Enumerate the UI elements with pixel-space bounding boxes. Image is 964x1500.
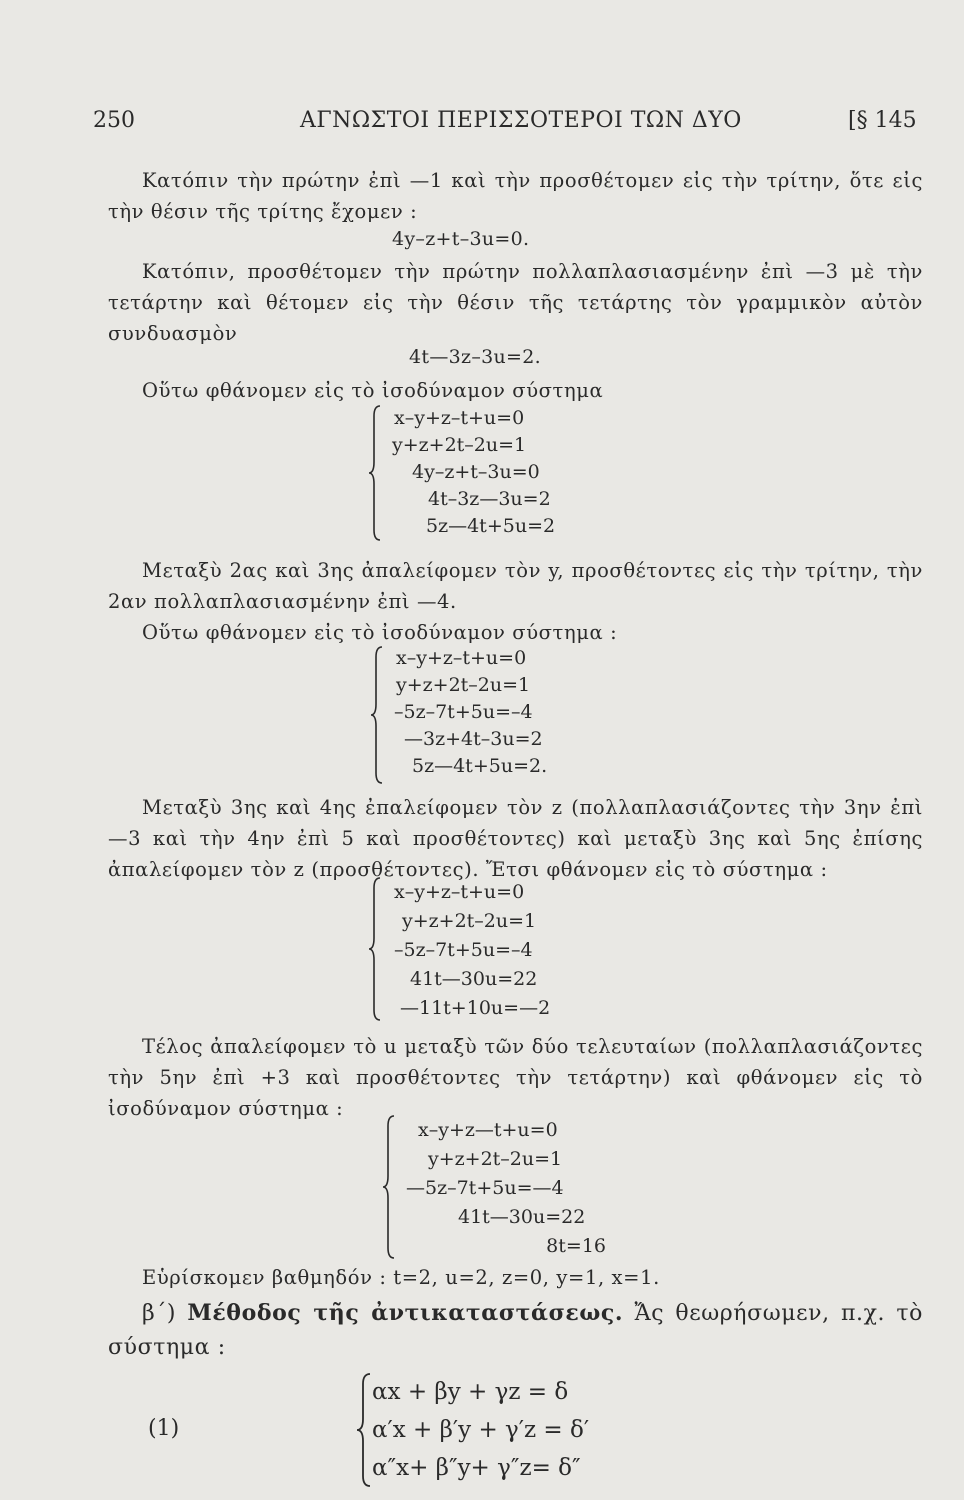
- system-1-eq-1: x–y+z–t+u=0: [394, 407, 525, 429]
- system-2-eq-5: 5z—4t+5u=2.: [412, 755, 548, 777]
- paragraph-9: [108, 1296, 923, 1365]
- system-2-eq-1: x–y+z–t+u=0: [396, 647, 527, 669]
- paragraph-8: Εὑρίσκομεν βαθμηδόν : t=2, u=2, z=0, y=1, x=1.: [142, 1266, 660, 1289]
- equation-2: 4t—3z–3u=2.: [409, 346, 541, 368]
- paragraph-3: Οὕτω φθάνομεν εἰς τὸ ἰσοδύναμον σύστημα: [142, 379, 604, 402]
- subsection-text: Ἄς θεωρήσωμεν, π.χ. τὸ σύστημα :: [108, 1301, 924, 1360]
- system-5-brace: [356, 1372, 372, 1488]
- system-2-eq-3: –5z–7t+5u=–4: [394, 701, 533, 723]
- system-4-eq-3: —5z–7t+5u=—4: [406, 1177, 564, 1199]
- running-title: ΑΓΝΩΣΤΟΙ ΠΕΡΙΣΣΟΤΕΡΟΙ ΤΩΝ ΔΥΟ: [300, 108, 742, 133]
- paragraph-2: Κατόπιν, προσθέτομεν τὴν πρώτην πολλαπλασιασμένην ἐπὶ —3 μὲ τὴν τετάρτην καὶ θέτομεν εἰς τὴν θέσιν τῆς τετάρτης τὸν γραμμικὸν αὐτὸν συνδυασμὸν: [108, 260, 923, 345]
- system-5-eq-3: α″x+ β″y+ γ″z= δ″: [372, 1455, 581, 1481]
- system-1-eq-3: 4y–z+t–3u=0: [412, 461, 540, 483]
- system-4-eq-4: 41t—30u=22: [458, 1206, 586, 1228]
- system-3-eq-2: y+z+2t–2u=1: [402, 910, 537, 932]
- section-number: [§ 145: [848, 108, 917, 133]
- system-3: [382, 878, 582, 1023]
- equation-1: 4y–z+t–3u=0.: [392, 228, 530, 250]
- system-3-eq-4: 41t—30u=22: [410, 968, 538, 990]
- system-4-eq-1: x–y+z—t+u=0: [418, 1119, 558, 1141]
- page-number: 250: [93, 108, 135, 133]
- equation-label: (1): [148, 1416, 180, 1441]
- system-4: [396, 1116, 606, 1261]
- system-5-eq-1: αx + βy + γz = δ: [372, 1379, 569, 1405]
- system-3-eq-3: –5z–7t+5u=–4: [394, 939, 533, 961]
- paragraph-4: Μεταξὺ 2ας καὶ 3ης ἀπαλείφομεν τὸν y, προσθέτοντες εἰς τὴν τρίτην, τὴν 2αν πολλαπλασιασμένην ἐπὶ —4.: [108, 559, 923, 613]
- paragraph-7: Τέλος ἀπαλείφομεν τὸ u μεταξὺ τῶν δύο τελευταίων (πολλαπλασιάζοντες τὴν 5ην ἐπὶ +3 καὶ προσθέτοντες τὴν τετάρτην) καὶ φθάνομεν εἰς τὸ ἰσοδύναμον σύστημα :: [108, 1035, 923, 1120]
- paragraph-1: Κατόπιν τὴν πρώτην ἐπὶ —1 καὶ τὴν προσθέτομεν εἰς τὴν τρίτην, ὅτε εἰς τὴν θέσιν τῆς τρίτης ἔχομεν :: [108, 169, 923, 223]
- subsection-label: β΄): [142, 1301, 177, 1326]
- subsection-title: Μέθοδος τῆς ἀντικαταστάσεως.: [187, 1300, 624, 1326]
- system-3-eq-5: —11t+10u=—2: [400, 997, 551, 1019]
- system-1-eq-2: y+z+2t–2u=1: [392, 434, 527, 456]
- system-2-eq-2: y+z+2t–2u=1: [396, 674, 531, 696]
- system-2: [384, 645, 584, 780]
- system-2-eq-4: —3z+4t–3u=2: [404, 728, 543, 750]
- paragraph-5: Οὕτω φθάνομεν εἰς τὸ ἰσοδύναμον σύστημα :: [142, 621, 618, 644]
- system-4-eq-2: y+z+2t–2u=1: [428, 1148, 563, 1170]
- system-4-eq-5: 8t=16: [546, 1235, 606, 1257]
- system-2-brace: [370, 645, 384, 785]
- system-5-eq-2: α′x + β′y + γ′z = δ′: [372, 1417, 590, 1443]
- page-header: [0, 108, 964, 148]
- system-1-brace: [368, 404, 382, 542]
- system-1-eq-4: 4t–3z—3u=2: [428, 488, 551, 510]
- system-1: [382, 405, 582, 540]
- system-3-brace: [368, 876, 382, 1022]
- system-1-eq-5: 5z—4t+5u=2: [426, 515, 556, 537]
- system-5: [372, 1373, 672, 1487]
- system-4-brace: [382, 1114, 396, 1260]
- system-3-eq-1: x–y+z–t+u=0: [394, 881, 525, 903]
- paragraph-6: Μεταξὺ 3ης καὶ 4ης ἐπαλείφομεν τὸν z (πολλαπλασιάζοντες τὴν 3ην ἐπὶ —3 καὶ τὴν 4ην ἐπὶ 5 καὶ προσθέτοντες) καὶ μεταξὺ 3ης καὶ 5ης ἐπίσης ἀπαλείφομεν τὸν z (προσθέτοντες). Ἔτσι φθάνομεν εἰς τὸ σύστημα :: [108, 796, 923, 881]
